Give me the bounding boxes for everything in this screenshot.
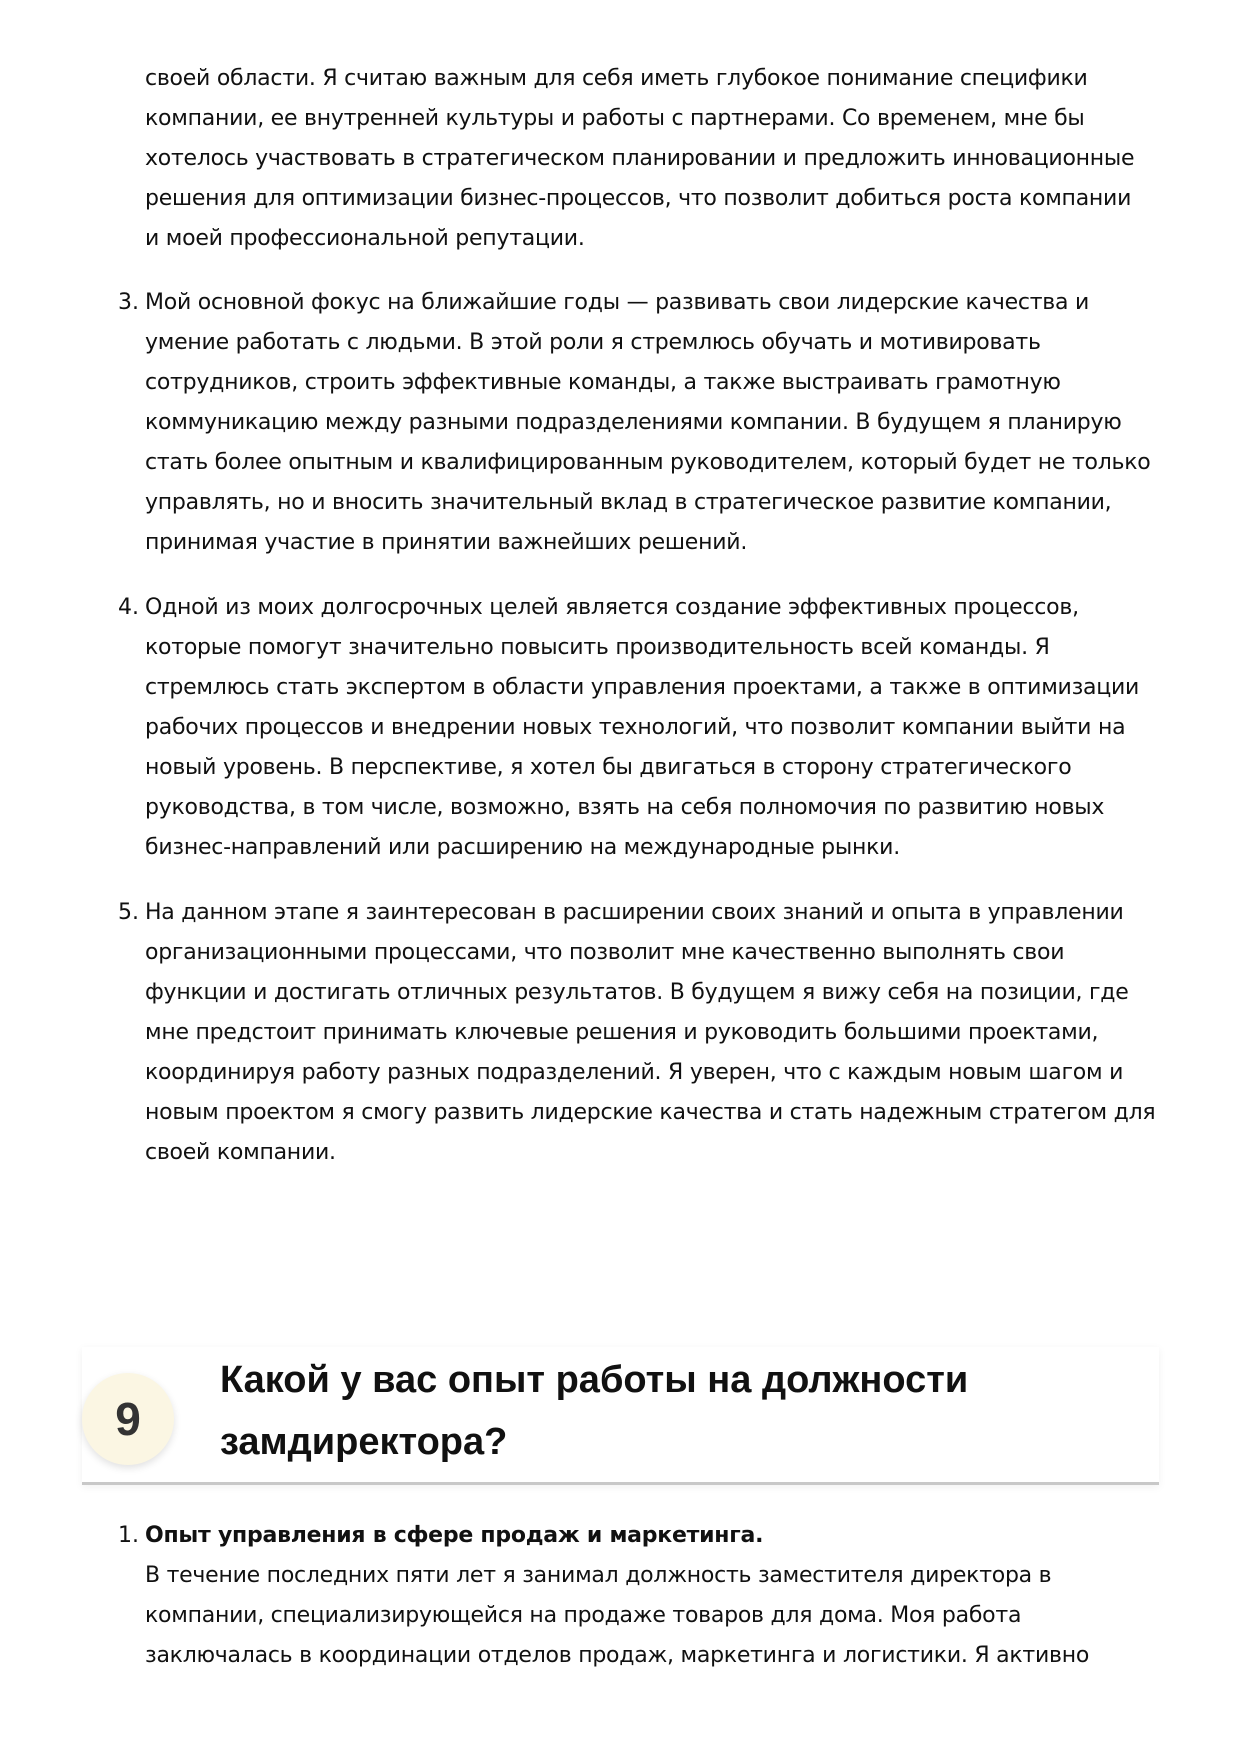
text-line: своей компании. [145, 1140, 336, 1165]
section-title-line: Какой у вас опыт работы на должности [220, 1359, 969, 1401]
list-number: 1. [118, 1523, 139, 1548]
text-line: стремлюсь стать экспертом в области управления проектами, а также в оптимизации [145, 675, 1140, 700]
text-line: В течение последних пяти лет я занимал должность заместителя директора в [145, 1563, 1052, 1588]
text-line: сотрудников, строить эффективные команды, а также выстраивать грамотную [145, 370, 1061, 395]
text-line: Одной из моих долгосрочных целей является создание эффективных процессов, [145, 595, 1079, 620]
text-line: новый уровень. В перспективе, я хотел бы двигаться в сторону стратегического [145, 755, 1072, 780]
list-item-text [145, 588, 1165, 868]
text-line: принимая участие в принятии важнейших решений. [145, 530, 748, 555]
section-title [220, 1349, 1140, 1473]
text-line: заключалась в координации отделов продаж, маркетинга и логистики. Я активно [145, 1643, 1090, 1668]
answer-lead-heading: Опыт управления в сфере продаж и маркетинга. [145, 1523, 764, 1548]
list-item-text [145, 283, 1165, 563]
text-line: решения для оптимизации бизнес-процессов, что позволит добиться роста компании [145, 186, 1132, 211]
list-number: 3. [118, 290, 139, 315]
list-number: 4. [118, 595, 139, 620]
list-item-text [145, 893, 1165, 1173]
list-number: 5. [118, 900, 139, 925]
text-line: координируя работу разных подразделений. Я уверен, что с каждым новым шагом и [145, 1060, 1124, 1085]
text-line: управлять, но и вносить значительный вклад в стратегическое развитие компании, [145, 490, 1112, 515]
text-line: компании, специализирующейся на продаже товаров для дома. Моя работа [145, 1603, 1022, 1628]
section-header-9 [82, 1347, 1159, 1485]
text-line: компании, ее внутренней культуры и работы с партнерами. Со временем, мне бы [145, 106, 1085, 131]
text-line: новым проектом я смогу развить лидерские качества и стать надежным стратегом для [145, 1100, 1156, 1125]
text-line: которые помогут значительно повысить производительность всей команды. Я [145, 635, 1050, 660]
text-line: стать более опытным и квалифицированным руководителем, который будет не только [145, 450, 1151, 475]
text-line: хотелось участвовать в стратегическом планировании и предложить инновационные [145, 146, 1135, 171]
text-line: рабочих процессов и внедрении новых технологий, что позволит компании выйти на [145, 715, 1126, 740]
section-title-line: замдиректора? [220, 1421, 508, 1463]
text-line: мне предстоит принимать ключевые решения и руководить большими проектами, [145, 1020, 1099, 1045]
text-line: руководства, в том числе, возможно, взять на себя полномочия по развитию новых [145, 795, 1105, 820]
text-line: Мой основной фокус на ближайшие годы — развивать свои лидерские качества и [145, 290, 1089, 315]
text-line: и моей профессиональной репутации. [145, 226, 585, 251]
text-line: организационными процессами, что позволит мне качественно выполнять свои [145, 940, 1065, 965]
text-line: бизнес-направлений или расширению на международные рынки. [145, 835, 900, 860]
list-item-text [145, 59, 1165, 259]
section-number-badge: 9 [82, 1373, 174, 1465]
text-line: своей области. Я считаю важным для себя иметь глубокое понимание специфики [145, 66, 1088, 91]
text-line: умение работать с людьми. В этой роли я стремлюсь обучать и мотивировать [145, 330, 1041, 355]
text-line: На данном этапе я заинтересован в расширении своих знаний и опыта в управлении [145, 900, 1124, 925]
text-line: коммуникацию между разными подразделениями компании. В будущем я планирую [145, 410, 1122, 435]
list-item-text [145, 1516, 1165, 1676]
text-line: функции и достигать отличных результатов. В будущем я вижу себя на позиции, где [145, 980, 1129, 1005]
